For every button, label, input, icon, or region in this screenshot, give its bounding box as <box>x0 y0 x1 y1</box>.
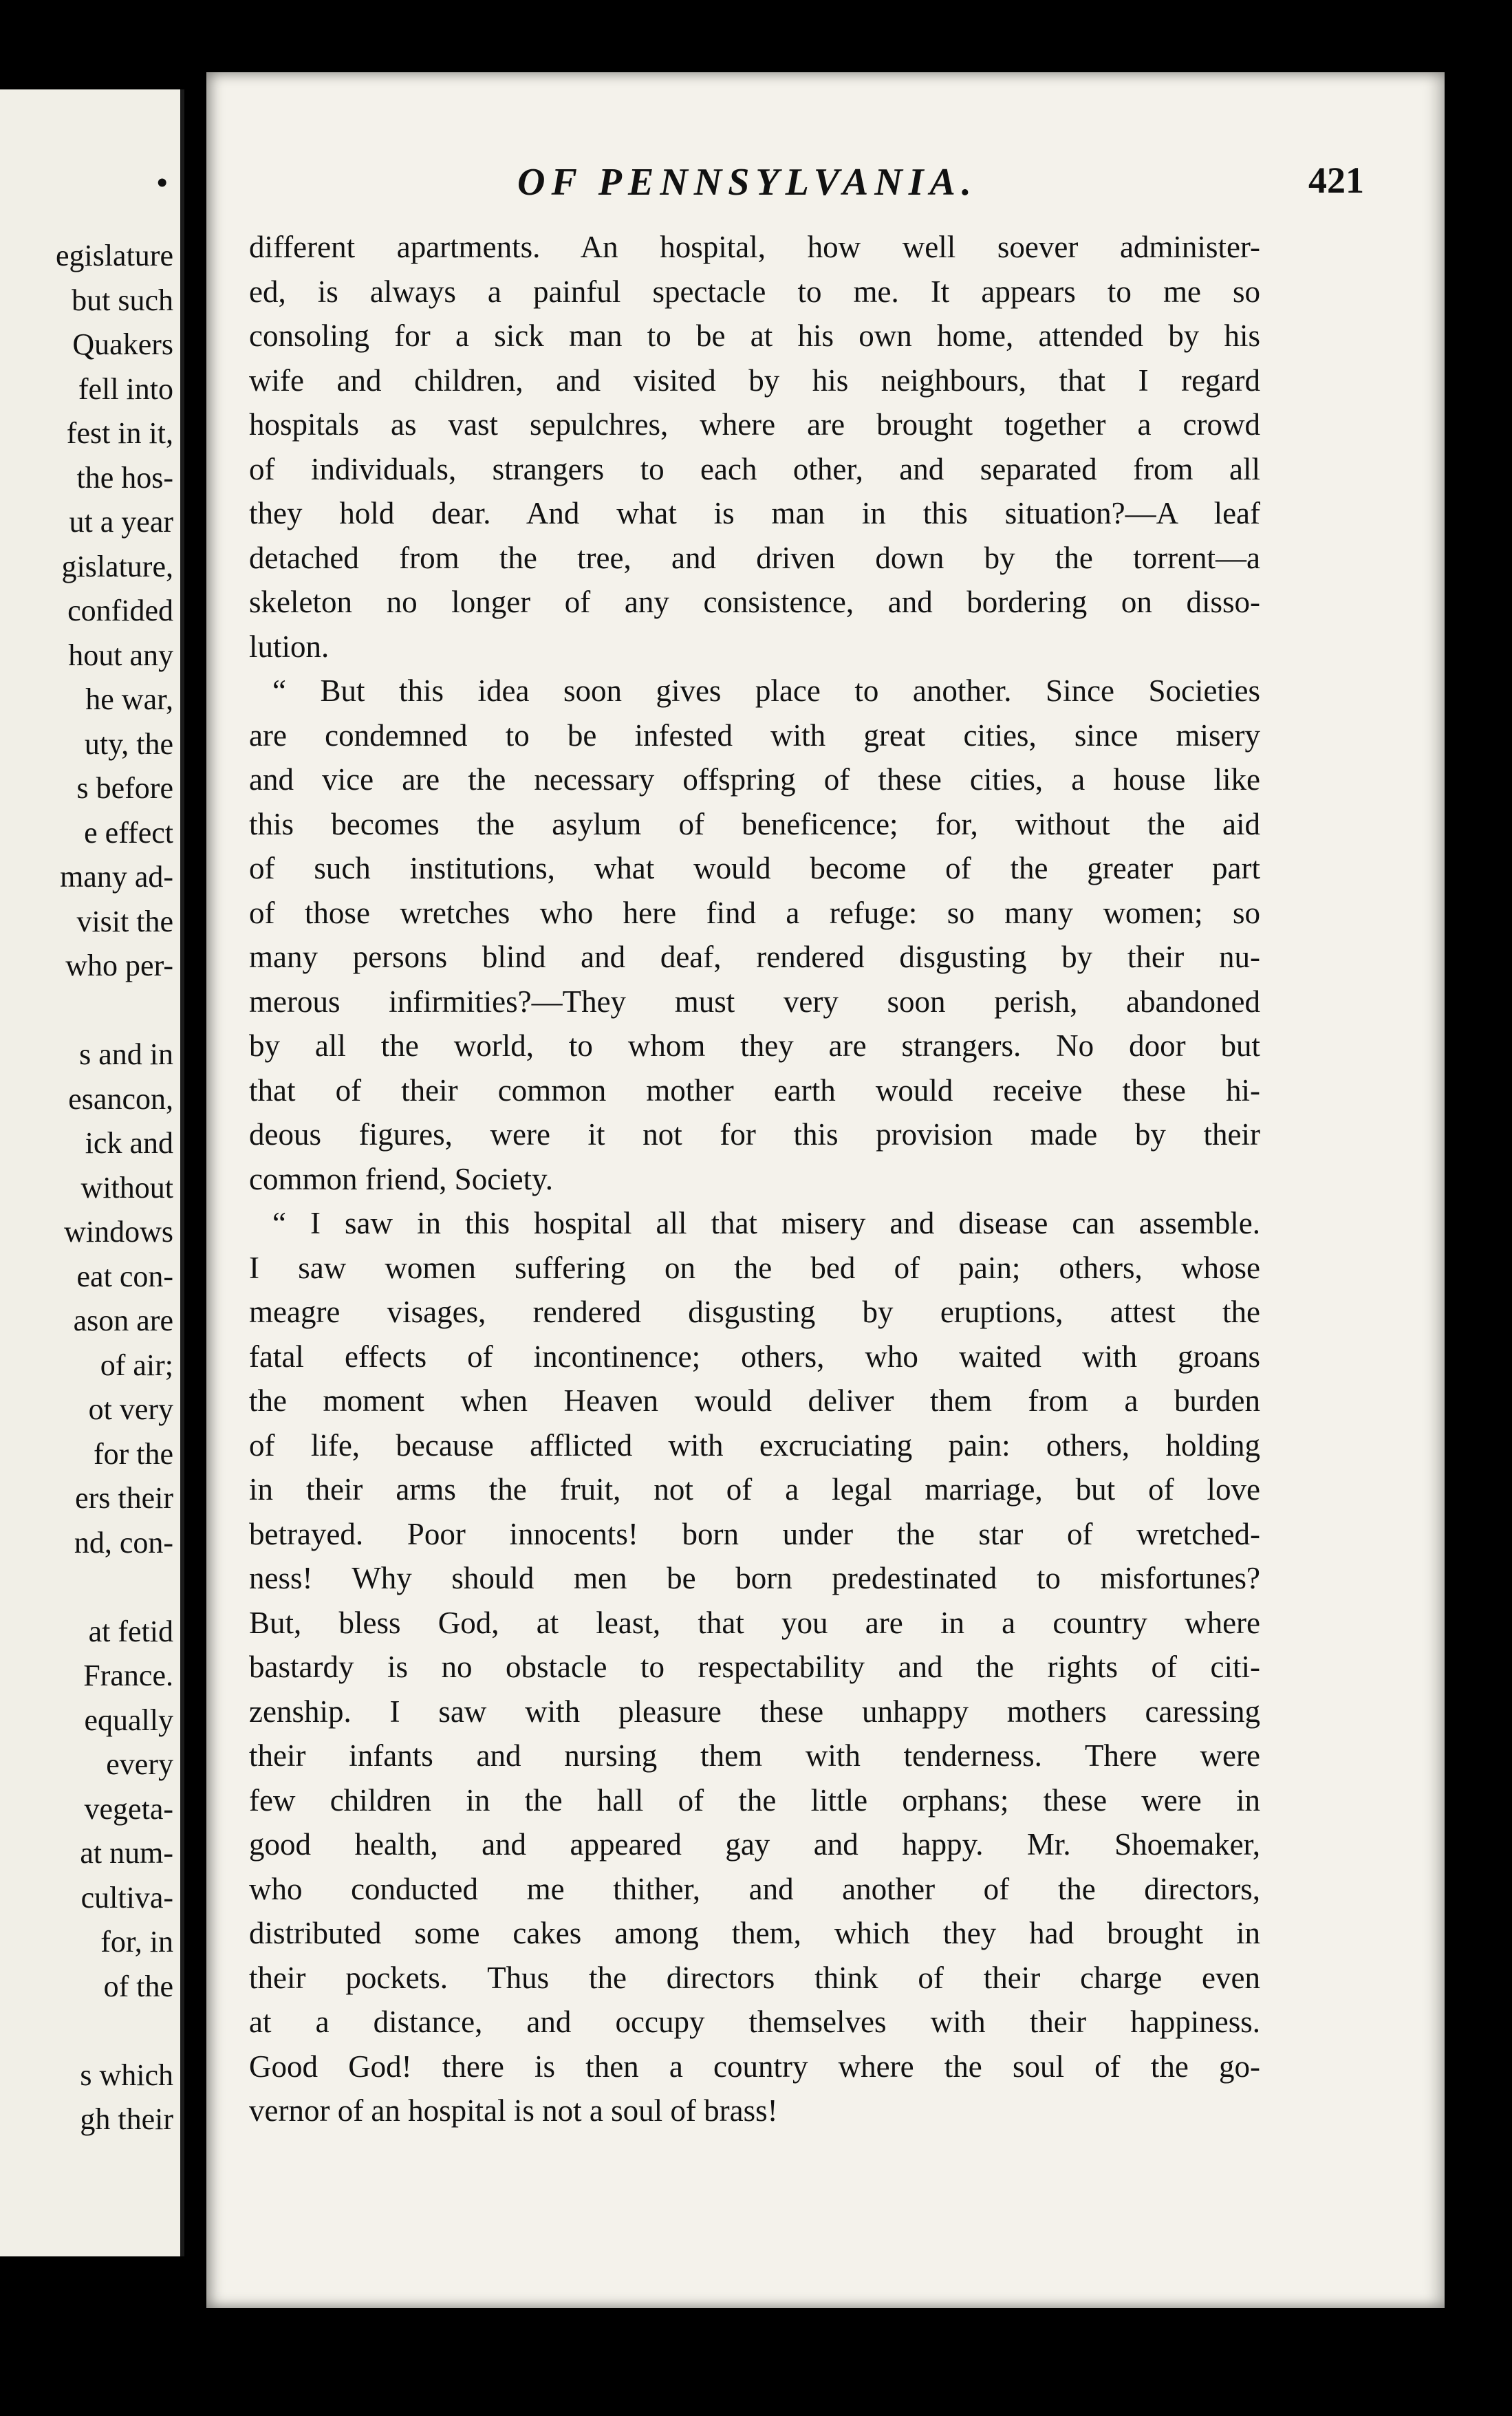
page-body <box>249 225 1260 2133</box>
previous-page-line: confided <box>67 594 173 627</box>
text-line: I saw women suffering on the bed of pain; others, whose <box>249 1250 1260 1285</box>
previous-page-line: cultiva- <box>80 1880 173 1915</box>
previous-page-line: s before <box>76 771 173 805</box>
text-line: “ But this idea soon gives place to another. Since Societies <box>272 673 1260 708</box>
page-number: 421 <box>1308 160 1364 201</box>
text-line: lution. <box>249 629 330 664</box>
previous-page-line: but such <box>72 283 173 317</box>
text-line: consoling for a sick man to be at his own home, attended by his <box>249 319 1260 353</box>
text-line: this becomes the asylum of beneficence; for, without the aid <box>249 806 1260 841</box>
text-line: common friend, Society. <box>249 1161 553 1196</box>
text-line: merous infirmities?—They must very soon perish, abandoned <box>249 984 1260 1019</box>
previous-page-line: s and in <box>79 1037 173 1071</box>
text-line: wife and children, and visited by his neighbours, that I regard <box>249 363 1260 398</box>
previous-page-line: equally <box>84 1703 173 1737</box>
previous-page-line: of the <box>103 1969 173 2003</box>
text-line: “ I saw in this hospital all that misery and disease can assemble. <box>272 1206 1260 1240</box>
paragraph <box>249 225 1260 669</box>
previous-page-line: every <box>106 1747 173 1781</box>
paragraph <box>249 1201 1260 2133</box>
previous-page-line: of air; <box>100 1348 173 1382</box>
text-line: the moment when Heaven would deliver them from a burden <box>249 1383 1260 1418</box>
text-line: in their arms the fruit, not of a legal marriage, but of love <box>249 1472 1260 1507</box>
previous-page-line: fell into <box>78 371 173 406</box>
previous-page-line: many ad- <box>60 860 173 894</box>
text-line: of such institutions, what would become of the greater part <box>249 851 1260 885</box>
previous-page-line: at fetid <box>88 1614 173 1648</box>
text-line: are condemned to be infested with great cities, since misery <box>249 718 1260 753</box>
previous-page-line: who per- <box>65 949 173 982</box>
text-line: by all the world, to whom they are strangers. No door but <box>249 1028 1260 1063</box>
text-line: good health, and appeared gay and happy. Mr. Shoemaker, <box>249 1827 1260 1862</box>
text-line: many persons blind and deaf, rendered disgusting by their nu- <box>249 940 1260 974</box>
text-line: few children in the hall of the little orphans; these were in <box>249 1782 1260 1818</box>
previous-page-line: eat con- <box>76 1259 173 1293</box>
text-line: detached from the tree, and driven down by the torrent—a <box>249 540 1260 575</box>
text-line: vernor of an hospital is not a soul of brass! <box>249 2093 778 2128</box>
previous-page-line: e effect <box>84 815 173 850</box>
text-line: ed, is always a painful spectacle to me. It appears to me so <box>249 274 1260 309</box>
text-line: bastardy is no obstacle to respectability and the rights of citi- <box>249 1650 1260 1684</box>
previous-page-line: visit the <box>76 904 173 938</box>
previous-page-line <box>0 1565 173 1610</box>
previous-page-edge <box>0 89 184 2256</box>
text-line: of those wretches who here find a refuge: so many women; so <box>249 895 1260 930</box>
book-page <box>206 72 1445 2308</box>
text-line: distributed some cakes among them, which they had brought in <box>249 1916 1260 1950</box>
text-line: betrayed. Poor innocents! born under the star of wretched- <box>249 1516 1260 1551</box>
previous-page-line: nd, con- <box>74 1525 173 1560</box>
previous-page-line: ick and <box>85 1126 173 1160</box>
previous-page-line <box>0 2009 173 2053</box>
previous-page-line: ason are <box>73 1304 173 1337</box>
running-head: OF PENNSYLVANIA. <box>517 161 978 204</box>
text-line: their infants and nursing them with tenderness. There were <box>249 1738 1260 1773</box>
previous-page-line: at num- <box>80 1836 173 1870</box>
previous-page-line: ers their <box>75 1481 173 1515</box>
text-line: their pockets. Thus the directors think of their charge even <box>249 1960 1260 1995</box>
text-line: deous figures, were it not for this provision made by their <box>249 1117 1260 1152</box>
paragraph <box>249 669 1260 1201</box>
text-line: and vice are the necessary offspring of these cities, a house like <box>249 762 1260 797</box>
previous-page-line: for, in <box>100 1925 173 1959</box>
previous-page-line <box>0 989 173 1033</box>
previous-page-line: egislature <box>55 239 173 272</box>
previous-page-line: ot very <box>88 1392 173 1426</box>
previous-page-line: gh their <box>80 2102 173 2136</box>
page-marker: • <box>157 166 168 199</box>
text-line: meagre visages, rendered disgusting by eruptions, attest the <box>249 1295 1260 1329</box>
previous-page-line: esancon, <box>68 1081 173 1116</box>
text-line: who conducted me thither, and another of the directors, <box>249 1871 1260 1906</box>
previous-page-line: s which <box>80 2058 173 2092</box>
previous-page-line: the hos- <box>76 460 173 495</box>
text-line: But, bless God, at least, that you are in a country where <box>249 1605 1260 1640</box>
previous-page-line: for the <box>93 1436 173 1471</box>
text-line: ness! Why should men be born predestinated to misfortunes? <box>249 1561 1260 1595</box>
previous-page-line: he war, <box>85 682 173 716</box>
previous-page-line: windows <box>64 1215 173 1249</box>
previous-page-line: France. <box>83 1659 173 1692</box>
text-line: of individuals, strangers to each other, and separated from all <box>249 451 1260 486</box>
previous-page-line: ut a year <box>69 505 173 539</box>
text-line: they hold dear. And what is man in this situation?—A leaf <box>249 496 1260 530</box>
text-line: Good God! there is then a country where the soul of the go- <box>249 2049 1260 2084</box>
text-line: zenship. I saw with pleasure these unhappy mothers caressing <box>249 1694 1260 1729</box>
previous-page-line: hout any <box>68 638 173 672</box>
text-line: hospitals as vast sepulchres, where are brought together a crowd <box>249 407 1260 442</box>
text-line: skeleton no longer of any consistence, and bordering on disso- <box>249 585 1260 619</box>
text-line: of life, because afflicted with excruciating pain: others, holding <box>249 1427 1260 1463</box>
previous-page-line: vegeta- <box>84 1791 173 1826</box>
previous-page-line: without <box>80 1170 173 1205</box>
previous-page-line: fest in it, <box>66 416 173 450</box>
previous-page-line: uty, the <box>84 726 173 761</box>
text-line: different apartments. An hospital, how well soever administer- <box>249 230 1260 264</box>
text-line: that of their common mother earth would receive these hi- <box>249 1072 1260 1108</box>
previous-page-line: Quakers <box>72 327 173 361</box>
text-line: fatal effects of incontinence; others, who waited with groans <box>249 1339 1260 1374</box>
previous-page-line: gislature, <box>61 549 173 583</box>
text-line: at a distance, and occupy themselves with their happiness. <box>249 2005 1260 2039</box>
previous-page-text <box>0 234 173 2142</box>
